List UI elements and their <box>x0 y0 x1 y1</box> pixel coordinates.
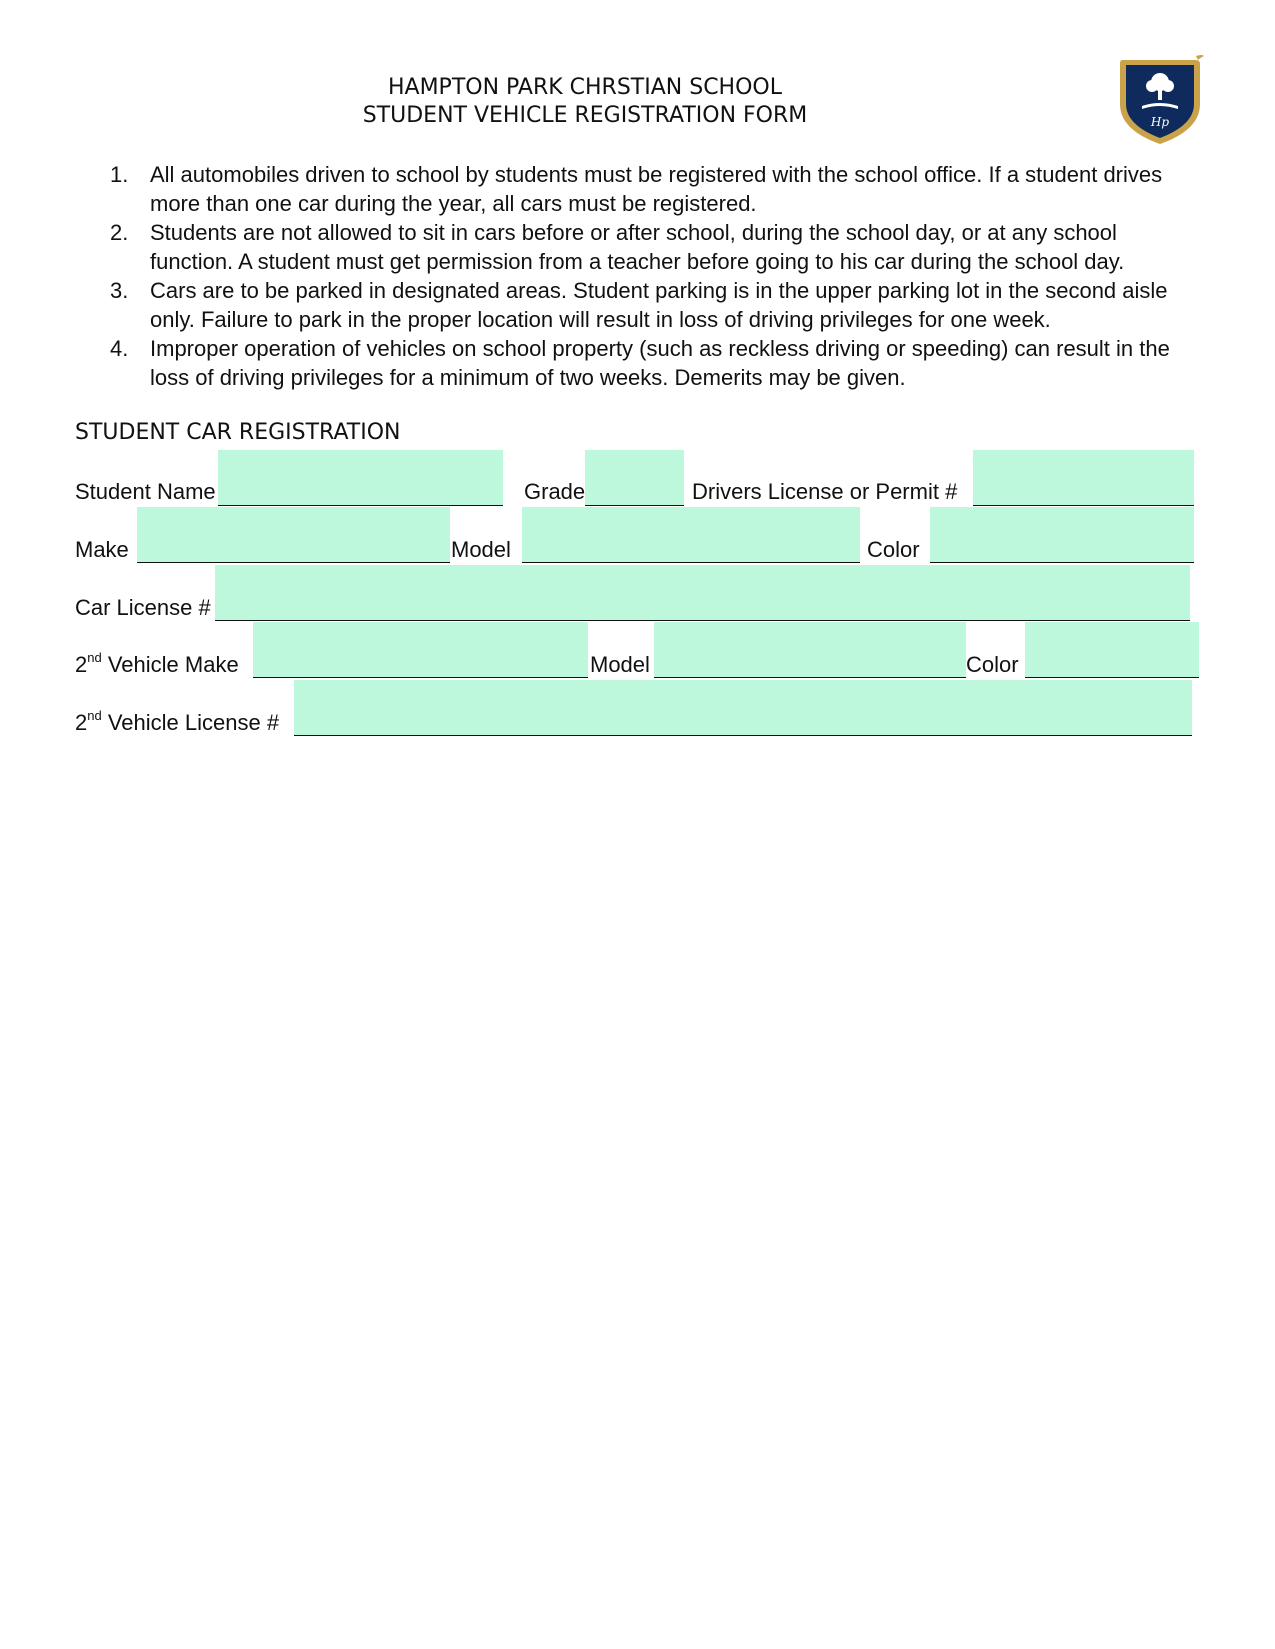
second-license-field[interactable] <box>294 680 1192 736</box>
grade-input[interactable] <box>585 450 684 505</box>
second-license-input[interactable] <box>294 680 1192 735</box>
second-color-label: Color <box>966 652 1019 677</box>
rules-list <box>110 160 1190 392</box>
license-permit-label: Drivers License or Permit # <box>692 479 958 504</box>
second-color-input[interactable] <box>1025 622 1199 677</box>
second-make-input[interactable] <box>253 622 588 677</box>
color-input[interactable] <box>930 507 1194 562</box>
model-field[interactable] <box>522 507 860 563</box>
car-license-field[interactable] <box>215 565 1190 621</box>
student-name-label: Student Name <box>75 479 216 504</box>
grade-field[interactable] <box>585 450 684 506</box>
second-model-input[interactable] <box>654 622 966 677</box>
color-field[interactable] <box>930 507 1194 563</box>
second-color-field[interactable] <box>1025 622 1199 678</box>
school-name: HAMPTON PARK CHRSTIAN SCHOOL <box>387 75 782 100</box>
car-license-label: Car License # <box>75 595 211 620</box>
student-name-field[interactable] <box>218 450 503 506</box>
logo-monogram: Hp <box>1150 115 1170 129</box>
make-input[interactable] <box>137 507 450 562</box>
registration-heading: STUDENT CAR REGISTRATION <box>75 420 401 445</box>
license-permit-field[interactable] <box>973 450 1194 506</box>
model-input[interactable] <box>522 507 860 562</box>
rule-item: 2. Students are not allowed to sit in cars before or after school, during the school day, or at any school function. A student must get permission from a teacher before going to his car during the school day. <box>110 220 1125 274</box>
second-model-label: Model <box>590 652 650 677</box>
second-model-field[interactable] <box>654 622 966 678</box>
second-make-label: 2nd Vehicle Make <box>75 649 239 677</box>
model-label: Model <box>451 537 511 562</box>
rule-item: 3. Cars are to be parked in designated areas. Student parking is in the upper parking lot in the second aisle only. Failure to park in the proper location will result in loss of driving privileges for one week. <box>110 278 1168 332</box>
car-license-input[interactable] <box>215 565 1190 620</box>
license-permit-input[interactable] <box>973 450 1194 505</box>
make-field[interactable] <box>137 507 450 563</box>
rule-item: 4. Improper operation of vehicles on school property (such as reckless driving or speeding) can result in the loss of driving privileges for a minimum of two weeks. Demerits may be given. <box>110 336 1170 390</box>
second-make-field[interactable] <box>253 622 588 678</box>
form-title: STUDENT VEHICLE REGISTRATION FORM <box>362 103 808 128</box>
color-label: Color <box>867 537 920 562</box>
school-crest-logo <box>1116 52 1204 148</box>
grade-label: Grade <box>524 479 586 504</box>
rule-item: 1. All automobiles driven to school by students must be registered with the school office. If a student drives more than one car during the year, all cars must be registered. <box>110 162 1163 216</box>
student-name-input[interactable] <box>218 450 503 505</box>
make-label: Make <box>75 537 129 562</box>
second-license-label: 2nd Vehicle License # <box>75 707 280 735</box>
form-header <box>0 74 1170 130</box>
